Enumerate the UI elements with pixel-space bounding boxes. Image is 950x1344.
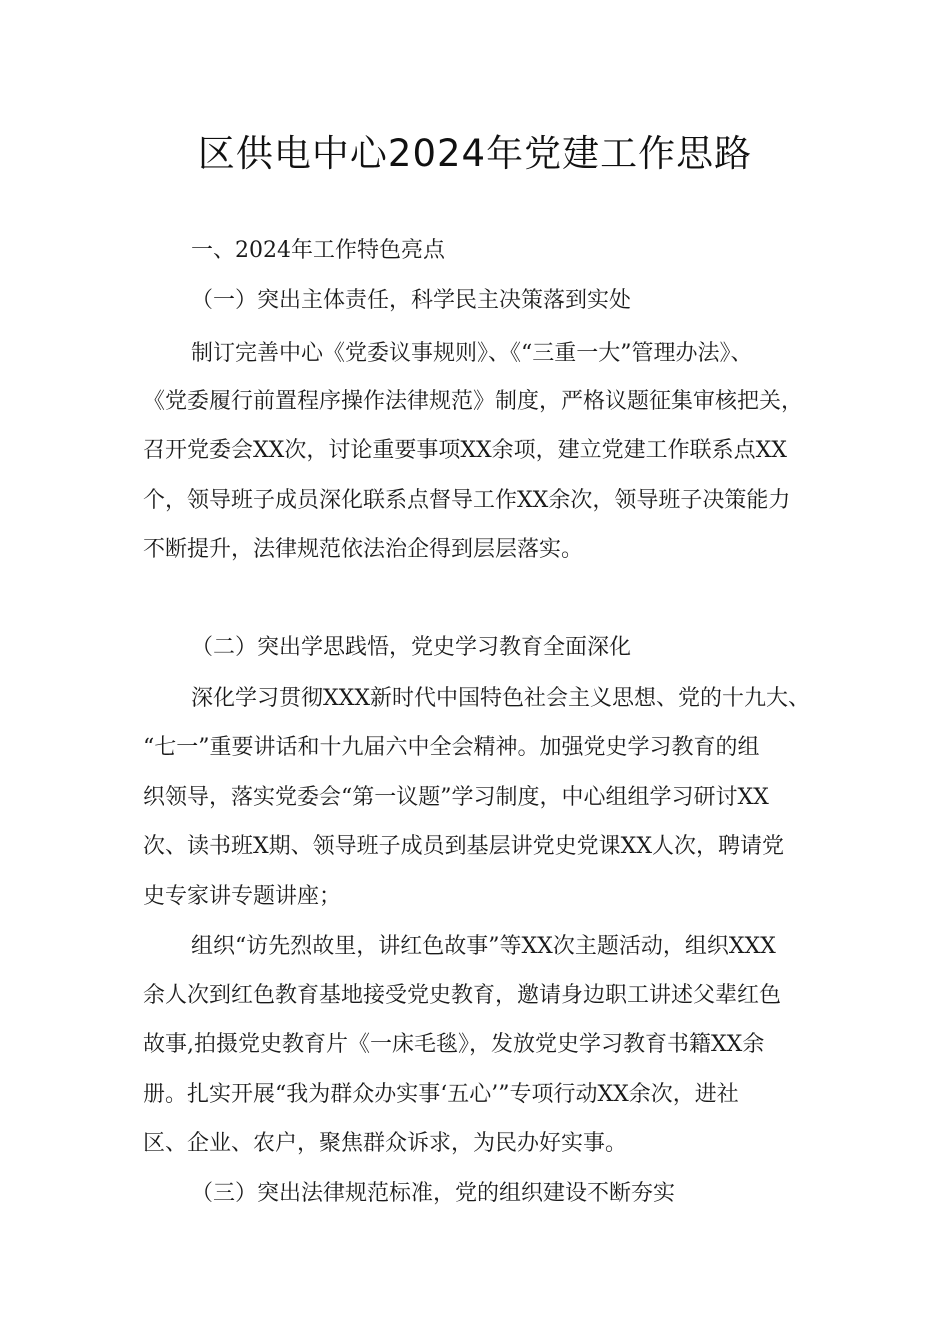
subsection-heading-1: （一）突出主体责任，科学民主决策落到实处 xyxy=(191,288,632,313)
paragraph-line: 个，领导班子成员深化联系点督导工作XX余次，领导班子决策能力 xyxy=(143,488,791,513)
paragraph-line: 组织“访先烈故里，讲红色故事”等XX次主题活动，组织XXX xyxy=(191,934,776,959)
paragraph-line: 余人次到红色教育基地接受党史教育，邀请身边职工讲述父辈红色 xyxy=(143,983,782,1008)
document-title: 区供电中心2024年党建工作思路 xyxy=(197,132,753,175)
subsection-heading-2: （二）突出学思践悟，党史学习教育全面深化 xyxy=(191,635,632,660)
paragraph-line: 《党委履行前置程序操作法律规范》制度，严格议题征集审核把关， xyxy=(143,389,804,414)
paragraph-line: 制订完善中心《党委议事规则》、《“三重一大”管理办法》、 xyxy=(191,341,753,366)
paragraph-line: 册。扎实开展“我为群众办实事‘五心’”专项行动XX余次，进社 xyxy=(143,1082,739,1107)
paragraph-line: 史专家讲专题讲座； xyxy=(143,884,342,909)
paragraph-line: 故事,拍摄党史教育片《一床毛毯》，发放党史学习教育书籍XX余 xyxy=(143,1032,765,1057)
paragraph-line: 召开党委会XX次，讨论重要事项XX余项，建立党建工作联系点XX xyxy=(143,438,787,463)
subsection-heading-3: （三）突出法律规范标准，党的组织建设不断夯实 xyxy=(191,1181,676,1206)
paragraph-line: 不断提升，法律规范依法治企得到层层落实。 xyxy=(143,537,584,562)
section-heading: 一、2024年工作特色亮点 xyxy=(191,238,445,263)
paragraph-line: 深化学习贯彻XXX新时代中国特色社会主义思想、党的十九大、 xyxy=(191,686,810,711)
paragraph-line: 次、读书班X期、领导班子成员到基层讲党史党课XX人次，聘请党 xyxy=(143,834,784,859)
paragraph-line: “七一”重要讲话和十九届六中全会精神。加强党史学习教育的组 xyxy=(143,735,760,760)
paragraph-line: 区、企业、农户，聚焦群众诉求，为民办好实事。 xyxy=(143,1131,628,1156)
paragraph-line: 织领导，落实党委会“第一议题”学习制度，中心组组学习研讨XX xyxy=(143,785,769,810)
